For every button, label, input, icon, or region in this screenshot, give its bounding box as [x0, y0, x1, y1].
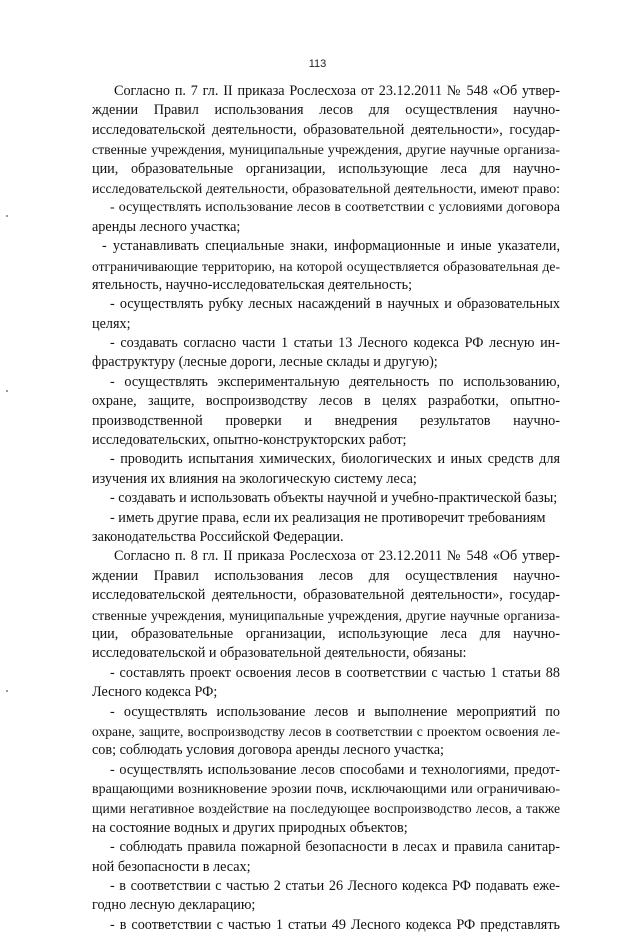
text-line: охране, защите, воспроизводству лесов в соответствии с проектом освоения ле-	[92, 723, 560, 739]
text-line: Согласно п. 8 гл. II приказа Рослесхоза от 23.12.2011 № 548 «Об утвер-	[114, 548, 560, 565]
text-line: охране, защите, воспроизводству лесов в целях разработки, опытно-	[92, 393, 560, 410]
text-line: - осуществлять экспериментальную деятельность по использованию,	[110, 373, 560, 390]
text-line: аренды лесного участка;	[92, 218, 241, 235]
text-line: - иметь другие права, если их реализация не противоречит требованиям	[110, 509, 546, 526]
text-line: вращающими возникновение эрозии почв, исключающими или ограничиваю-	[92, 782, 560, 798]
text-line: ятельность, научно-исследовательская деятельность;	[92, 276, 413, 293]
text-line: ственные учреждения, муниципальные учреждения, другие научные организа-	[92, 607, 560, 623]
text-line: - осуществлять использование лесов и выполнение мероприятий по	[110, 703, 560, 720]
text-line: исследовательской деятельности, образовательной деятельности, имеют право:	[92, 180, 560, 196]
text-line: ственные учреждения, муниципальные учреждения, другие научные организа-	[92, 142, 560, 158]
text-line: исследовательской и образовательной деятельности, обязаны:	[92, 645, 467, 662]
text-line: фраструктуру (лесные дороги, лесные склады и другую);	[92, 354, 438, 371]
text-line: - осуществлять использование лесов в соответствии с условиями договора	[110, 200, 560, 216]
document-body	[92, 82, 560, 935]
text-line: ции, образовательные организации, использующие леса для научно-	[92, 160, 560, 177]
text-line: - в соответствии с частью 1 статьи 49 Лесного кодекса РФ представлять	[110, 916, 560, 933]
text-line: ции, образовательные организации, использующие леса для научно-	[92, 625, 560, 642]
text-line: - в соответствии с частью 2 статьи 26 Лесного кодекса РФ подавать еже-	[110, 878, 560, 895]
scan-speck	[6, 215, 8, 217]
text-line: на состояние водных и других природных объектов;	[92, 819, 408, 836]
text-line: годно лесную декларацию;	[92, 897, 256, 914]
text-line: - составлять проект освоения лесов в соответствии с частью 1 статьи 88	[110, 664, 560, 681]
text-line: - проводить испытания химических, биологических и иных средств для	[110, 451, 560, 468]
text-line: ждении Правил использования лесов для осуществления научно-	[92, 102, 560, 119]
text-line: ной безопасности в лесах;	[92, 858, 251, 875]
text-line: исследовательских, опытно-конструкторских работ;	[92, 432, 407, 449]
text-line: отграничивающие территорию, на которой осуществляется образовательная де-	[92, 258, 560, 274]
page-number: 113	[308, 58, 327, 70]
text-line: ждении Правил использования лесов для осуществления научно-	[92, 567, 560, 584]
text-line: Лесного кодекса РФ;	[92, 684, 218, 701]
text-line: щими негативное воздействие на последующее воспроизводство лесов, а также	[92, 801, 560, 817]
text-line: Согласно п. 7 гл. II приказа Рослесхоза от 23.12.2011 № 548 «Об утвер-	[114, 83, 560, 99]
scan-speck	[6, 390, 8, 392]
text-line: - создавать согласно части 1 статьи 13 Лесного кодекса РФ лесную ин-	[110, 335, 560, 352]
text-line: - устанавливать специальные знаки, информационные и иные указатели,	[102, 238, 560, 255]
text-line: - соблюдать правила пожарной безопасности в лесах и правила санитар-	[110, 839, 560, 856]
text-line: изучения их влияния на экологическую систему леса;	[92, 470, 417, 487]
text-line: - осуществлять использование лесов способами и технологиями, предот-	[110, 761, 560, 778]
text-line: сов; соблюдать условия договора аренды лесного участка;	[92, 742, 444, 759]
text-line: - создавать и использовать объекты научной и учебно-практической базы;	[110, 490, 558, 507]
text-line: законодательства Российской Федерации.	[92, 528, 344, 545]
text-line: исследовательской деятельности, образовательной деятельности», государ-	[92, 587, 560, 604]
scan-speck	[6, 690, 8, 692]
text-line: целях;	[92, 315, 131, 332]
text-line: - осуществлять рубку лесных насаждений в научных и образовательных	[110, 296, 560, 313]
text-line: исследовательской деятельности, образовательной деятельности», государ-	[92, 121, 560, 138]
text-line: производственной проверки и внедрения результатов научно-	[92, 412, 560, 429]
